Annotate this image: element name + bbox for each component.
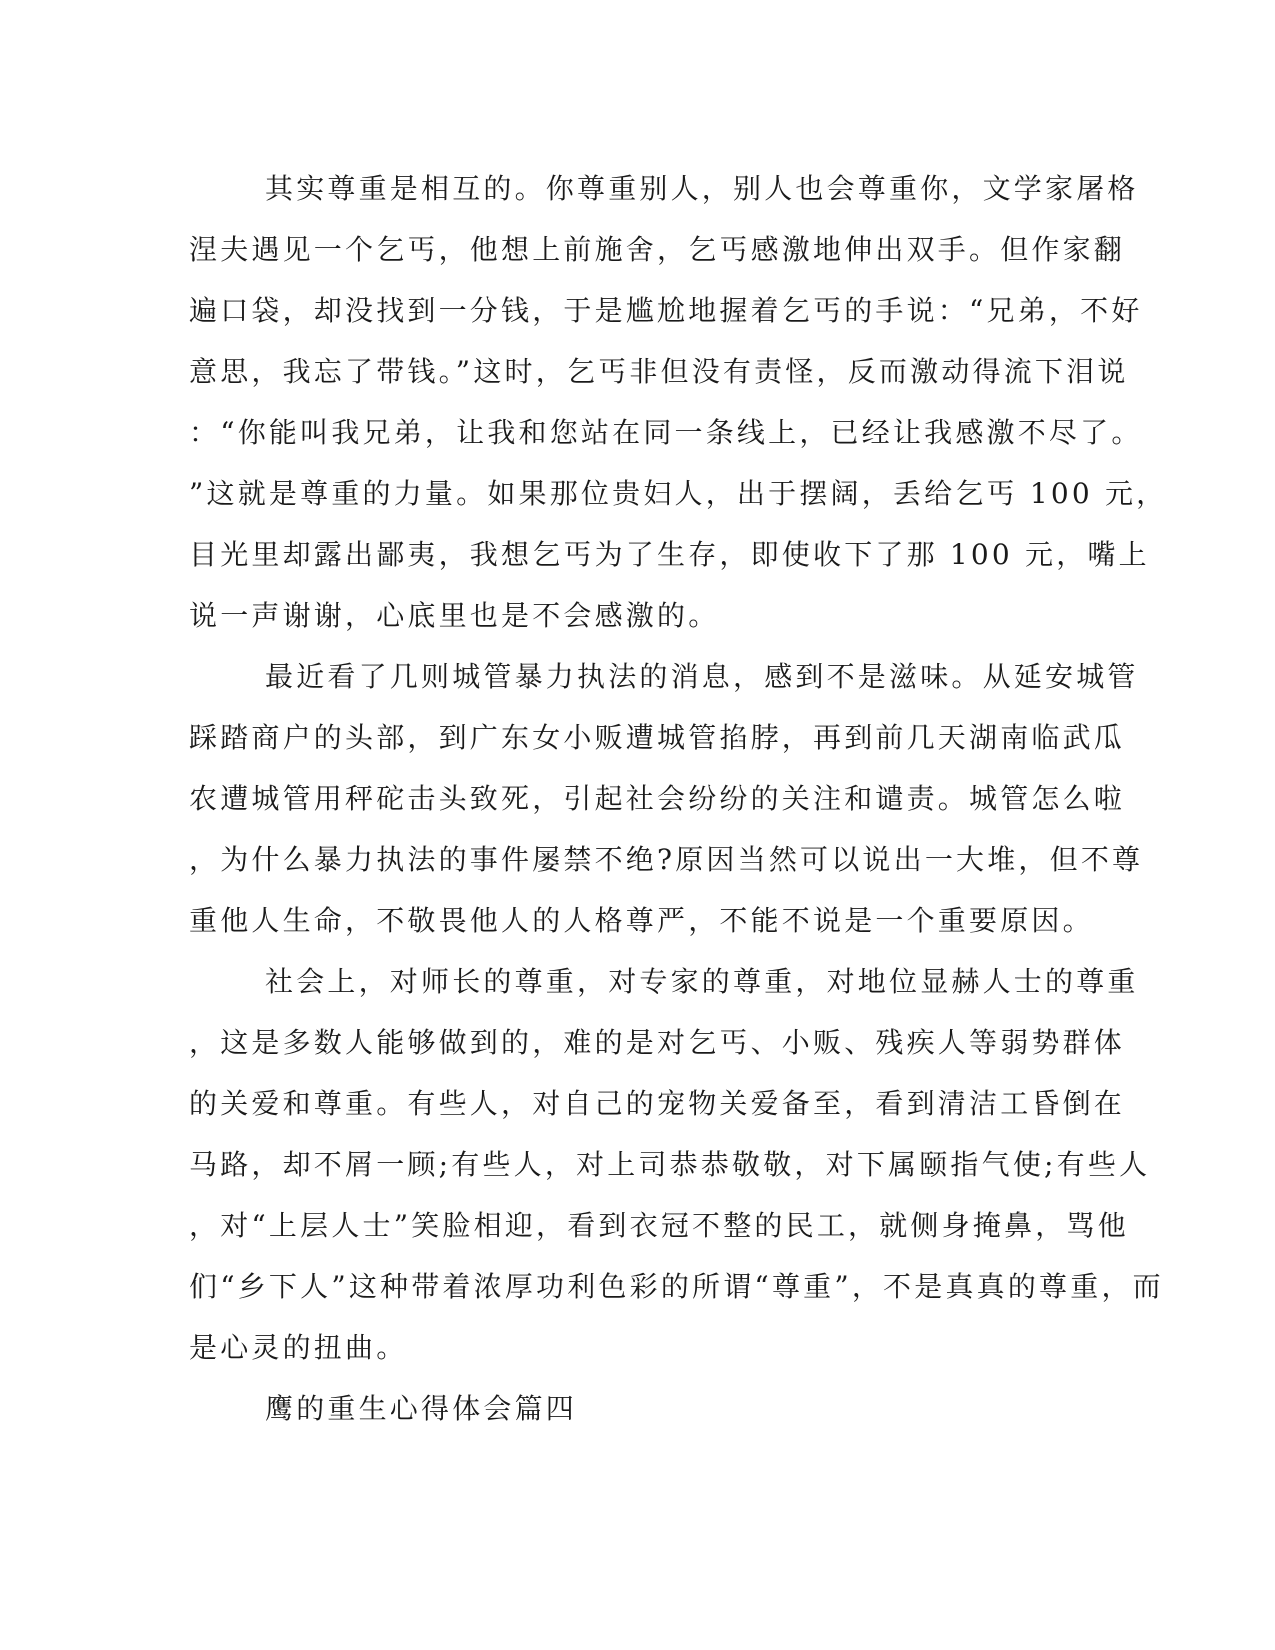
text-line: 们“乡下人”这种带着浓厚功利色彩的所谓“尊重”，不是真真的尊重，而 — [189, 1270, 1164, 1303]
text-line: 社会上，对师长的尊重，对专家的尊重，对地位显赫人士的尊重 — [265, 965, 1139, 998]
text-line: 目光里却露出鄙夷，我想乞丐为了生存，即使收下了那 100 元，嘴上 — [189, 538, 1150, 571]
text-line: 重他人生命，不敬畏他人的人格尊严，不能不说是一个重要原因。 — [189, 904, 1094, 937]
paragraph-1 — [189, 158, 1168, 646]
text-line: ”这就是尊重的力量。如果那位贵妇人，出于摆阔，丢给乞丐 100 元， — [189, 477, 1168, 510]
text-line: 的关爱和尊重。有些人，对自己的宠物关爱备至，看到清洁工昏倒在 — [189, 1087, 1126, 1120]
paragraph-3 — [189, 951, 1164, 1378]
text-line: 其实尊重是相互的。你尊重别人，别人也会尊重你，文学家屠格 — [265, 172, 1139, 205]
section-heading — [189, 1378, 1079, 1439]
text-line: 农遭城管用秤砣击头致死，引起社会纷纷的关注和谴责。城管怎么啦 — [189, 782, 1126, 815]
text-line: 遍口袋，却没找到一分钱，于是尴尬地握着乞丐的手说：“兄弟，不好 — [189, 294, 1143, 327]
text-line: 最近看了几则城管暴力执法的消息，感到不是滋味。从延安城管 — [265, 660, 1139, 693]
text-line: ，这是多数人能够做到的，难的是对乞丐、小贩、残疾人等弱势群体 — [189, 1026, 1126, 1059]
text-line: ，为什么暴力执法的事件屡禁不绝?原因当然可以说出一大堆，但不尊 — [189, 843, 1144, 876]
text-line: 踩踏商户的头部，到广东女小贩遭城管掐脖，再到前几天湖南临武瓜 — [189, 721, 1126, 754]
paragraph-2 — [189, 646, 1144, 951]
heading-text: 鹰的重生心得体会篇四 — [265, 1392, 578, 1425]
text-line: ，对“上层人士”笑脸相迎，看到衣冠不整的民工，就侧身掩鼻，骂他 — [189, 1209, 1129, 1242]
text-line: 是心灵的扭曲。 — [189, 1331, 408, 1364]
document-body — [189, 158, 1168, 1439]
text-line: 涅夫遇见一个乞丐，他想上前施舍，乞丐感激地伸出双手。但作家翻 — [189, 233, 1126, 266]
text-line: 说一声谢谢，心底里也是不会感激的。 — [189, 599, 720, 632]
text-line: 马路，却不屑一顾;有些人，对上司恭恭敬敬，对下属颐指气使;有些人 — [189, 1148, 1151, 1181]
text-line: 意思，我忘了带钱。”这时，乞丐非但没有责怪，反而激动得流下泪说 — [189, 355, 1129, 388]
text-line: ：“你能叫我兄弟，让我和您站在同一条线上，已经让我感激不尽了。 — [189, 416, 1143, 449]
